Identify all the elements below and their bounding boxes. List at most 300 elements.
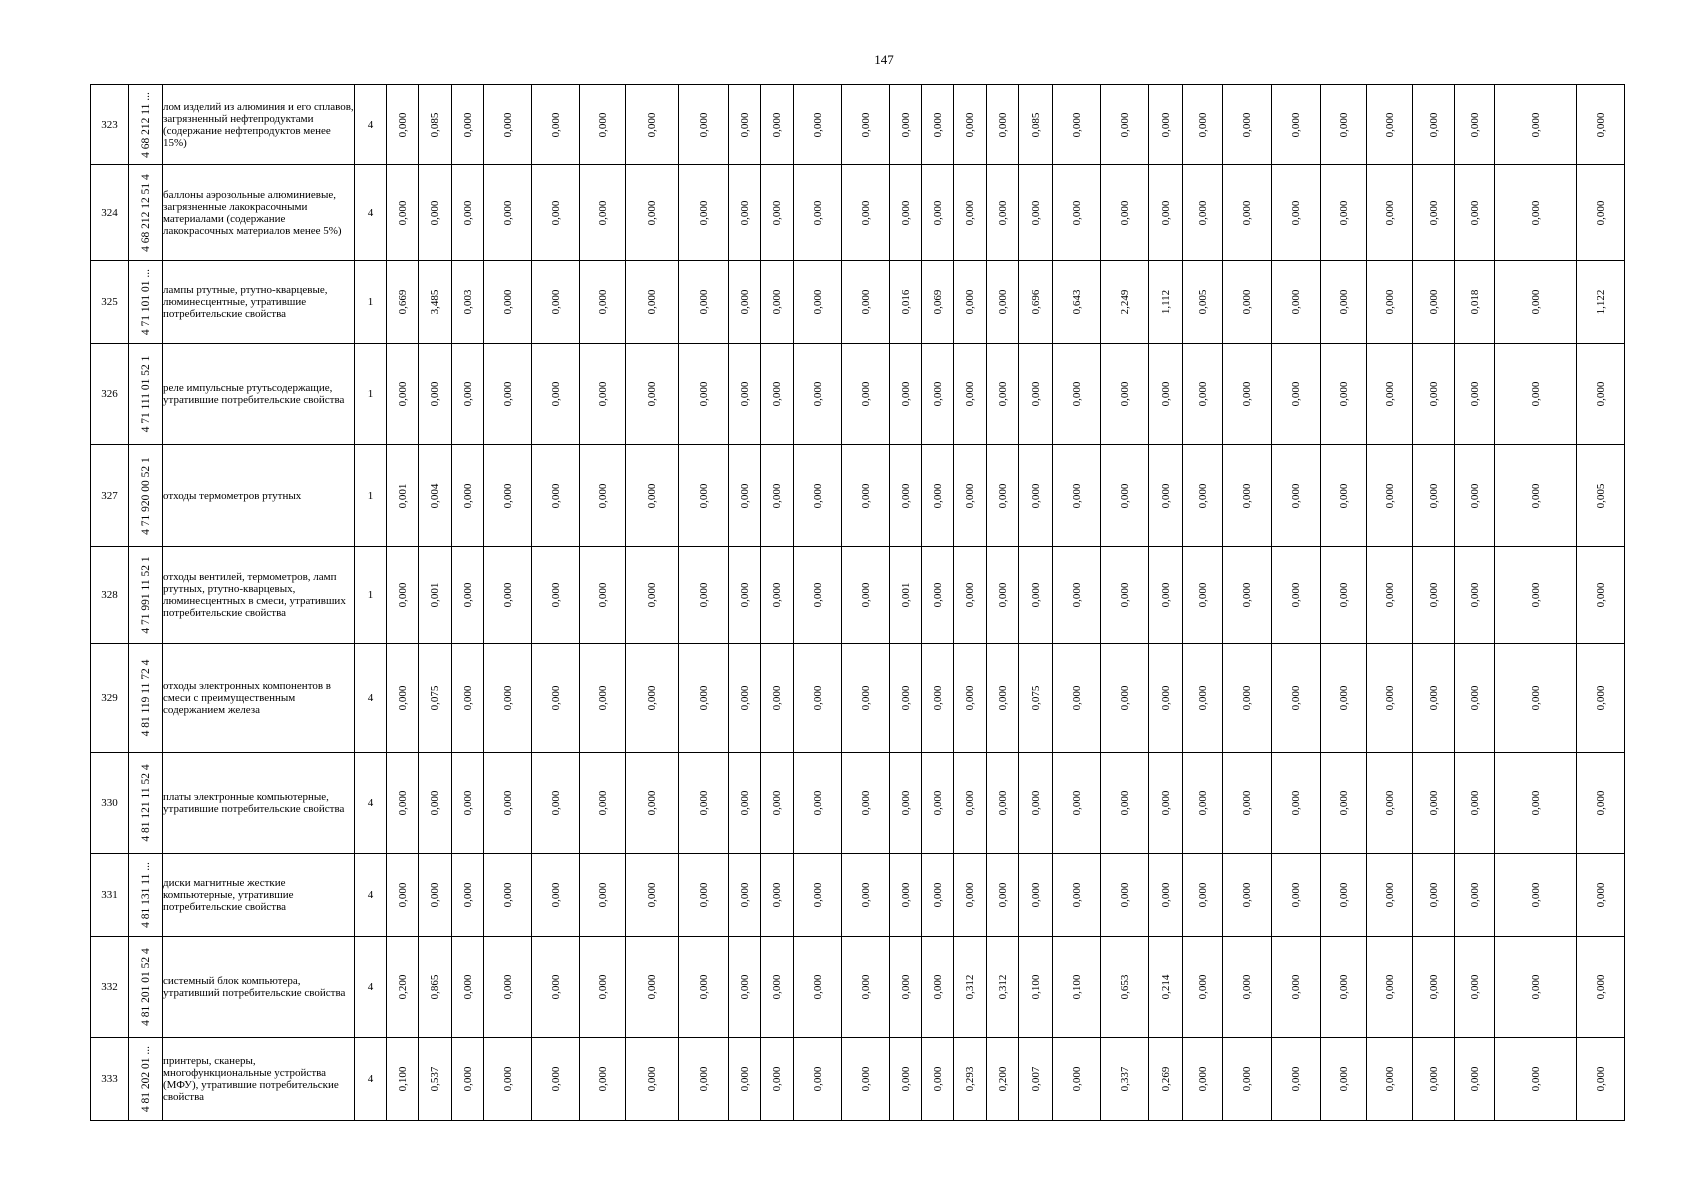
- value-cell: [1272, 547, 1321, 644]
- value-cell: [1321, 344, 1367, 445]
- cell-value: 0,100: [1029, 974, 1042, 1000]
- cell-value: 0,000: [811, 200, 824, 225]
- value-cell: [1367, 344, 1413, 445]
- waste-code: 4 68 212 12 51 4: [139, 173, 152, 252]
- value-cell: [1413, 753, 1455, 854]
- cell-value: 0,312: [996, 974, 1009, 1000]
- cell-value: 0,000: [549, 790, 562, 816]
- value-cell: [1223, 1038, 1272, 1121]
- value-cell: [484, 165, 532, 261]
- cell-value: 0,000: [1070, 200, 1083, 225]
- waste-code: 4 71 991 11 52 1: [139, 556, 152, 634]
- value-cell: [387, 445, 419, 547]
- cell-value: 0,000: [1118, 790, 1131, 816]
- cell-value: 0,214: [1159, 974, 1172, 1000]
- cell-value: 0,000: [899, 790, 912, 816]
- value-cell: [1149, 445, 1183, 547]
- cell-value: 0,293: [964, 1066, 976, 1092]
- cell-value: 0,000: [771, 882, 783, 908]
- value-cell: [729, 1038, 761, 1121]
- value-cell: [761, 344, 794, 445]
- value-cell: [484, 261, 532, 344]
- cell-value: 0,000: [461, 200, 474, 225]
- value-cell: [1367, 937, 1413, 1038]
- cell-value: 0,000: [1118, 483, 1131, 508]
- cell-value: 0,337: [1118, 1066, 1131, 1092]
- value-cell: [842, 854, 890, 937]
- value-cell: [1101, 85, 1149, 165]
- value-cell: [1413, 85, 1455, 165]
- row-number: 327: [101, 489, 118, 502]
- cell-value: 0,000: [859, 974, 872, 1000]
- value-cell: [1272, 344, 1321, 445]
- row-number-cell: [91, 165, 129, 261]
- value-cell: [987, 445, 1019, 547]
- cell-value: 0,000: [1070, 685, 1083, 711]
- value-cell: [1495, 165, 1577, 261]
- cell-value: 0,000: [1468, 790, 1481, 816]
- value-cell: [1101, 753, 1149, 854]
- value-cell: [1455, 937, 1495, 1038]
- value-cell: [580, 753, 626, 854]
- row-number: 329: [101, 692, 118, 704]
- cell-value: 2,249: [1118, 289, 1131, 315]
- cell-value: 0,000: [771, 685, 783, 711]
- cell-value: 0,000: [646, 483, 658, 508]
- value-cell: [1495, 937, 1577, 1038]
- value-cell: [890, 165, 922, 261]
- table-row: [91, 547, 1625, 644]
- cell-value: 0,000: [1427, 1066, 1440, 1092]
- cell-value: 0,000: [1383, 582, 1396, 608]
- cell-value: 0,000: [1383, 200, 1396, 225]
- cell-value: 0,000: [596, 790, 609, 816]
- value-cell: [626, 854, 679, 937]
- value-cell: [532, 547, 580, 644]
- cell-value: 0,085: [429, 112, 441, 137]
- cell-value: 0,000: [964, 882, 976, 908]
- value-cell: [761, 547, 794, 644]
- cell-value: 0,000: [738, 200, 751, 225]
- table-row: [91, 854, 1625, 937]
- cell-value: 0,000: [501, 483, 514, 508]
- value-cell: [626, 85, 679, 165]
- value-cell: [842, 644, 890, 753]
- waste-name-cell: [163, 85, 355, 165]
- value-cell: [1577, 854, 1625, 937]
- value-cell: [626, 547, 679, 644]
- table-row: [91, 85, 1625, 165]
- hazard-class: 4: [367, 797, 374, 809]
- value-cell: [1149, 937, 1183, 1038]
- cell-value: 0,000: [738, 483, 751, 508]
- cell-value: 0,000: [1468, 112, 1481, 137]
- value-cell: [484, 753, 532, 854]
- cell-value: 0,000: [738, 790, 751, 816]
- value-cell: [452, 344, 484, 445]
- cell-value: 0,000: [1070, 1066, 1083, 1092]
- value-cell: [729, 445, 761, 547]
- cell-value: 0,000: [501, 381, 514, 407]
- cell-value: 0,000: [811, 381, 824, 407]
- value-cell: [580, 1038, 626, 1121]
- value-cell: [1455, 261, 1495, 344]
- cell-value: 0,000: [1290, 685, 1302, 711]
- value-cell: [1413, 165, 1455, 261]
- value-cell: [1053, 547, 1101, 644]
- value-cell: [1272, 644, 1321, 753]
- cell-value: 0,018: [1468, 289, 1481, 315]
- value-cell: [1321, 547, 1367, 644]
- waste-code-cell: [129, 85, 163, 165]
- value-cell: [729, 937, 761, 1038]
- cell-value: 0,000: [1159, 685, 1172, 711]
- value-cell: [387, 854, 419, 937]
- value-cell: [987, 753, 1019, 854]
- cell-value: 0,000: [646, 381, 658, 407]
- cell-value: 0,000: [1468, 1066, 1481, 1092]
- value-cell: [580, 644, 626, 753]
- cell-value: 0,000: [1159, 582, 1172, 608]
- value-cell: [580, 261, 626, 344]
- cell-value: 0,000: [1196, 483, 1209, 508]
- cell-value: 0,000: [738, 112, 751, 137]
- cell-value: 0,000: [596, 1066, 609, 1092]
- hazard-class: 1: [367, 296, 374, 308]
- cell-value: 0,000: [1529, 582, 1542, 608]
- table-row: [91, 261, 1625, 344]
- cell-value: 0,000: [501, 882, 514, 908]
- cell-value: 0,000: [1290, 790, 1302, 816]
- cell-value: 0,000: [811, 483, 824, 508]
- hazard-class: 4: [367, 118, 374, 131]
- cell-value: 0,000: [1070, 790, 1083, 816]
- cell-value: 0,000: [1241, 685, 1253, 711]
- cell-value: 0,000: [899, 381, 912, 407]
- hazard-class: 1: [367, 589, 374, 601]
- waste-name: системный блок компьютера, утративший потребительские свойства: [163, 975, 346, 999]
- cell-value: 0,000: [1196, 1066, 1209, 1092]
- cell-value: 0,000: [461, 882, 474, 908]
- value-cell: [890, 753, 922, 854]
- value-cell: [452, 85, 484, 165]
- cell-value: 0,000: [596, 381, 609, 407]
- cell-value: 0,000: [1427, 289, 1440, 315]
- value-cell: [1183, 547, 1223, 644]
- waste-name-cell: [163, 854, 355, 937]
- cell-value: 0,000: [1196, 790, 1209, 816]
- value-cell: [1272, 165, 1321, 261]
- value-cell: [729, 261, 761, 344]
- value-cell: [1413, 644, 1455, 753]
- cell-value: 0,001: [429, 582, 441, 608]
- cell-value: 0,100: [396, 1066, 409, 1092]
- value-cell: [842, 165, 890, 261]
- cell-value: 0,004: [429, 483, 441, 508]
- cell-value: 0,000: [1029, 200, 1042, 225]
- cell-value: 0,000: [1290, 1066, 1302, 1092]
- value-cell: [1019, 85, 1053, 165]
- value-cell: [1149, 1038, 1183, 1121]
- waste-code-cell: [129, 261, 163, 344]
- value-cell: [532, 261, 580, 344]
- cell-value: 0,000: [596, 112, 609, 137]
- waste-code: 4 71 920 00 52 1: [139, 456, 152, 535]
- value-cell: [1367, 854, 1413, 937]
- value-cell: [1101, 344, 1149, 445]
- cell-value: 0,000: [899, 685, 912, 711]
- cell-value: 0,000: [596, 200, 609, 225]
- cell-value: 0,000: [1029, 381, 1042, 407]
- waste-name-cell: [163, 1038, 355, 1121]
- row-number-cell: [91, 1038, 129, 1121]
- cell-value: 0,000: [697, 974, 710, 1000]
- cell-value: 0,000: [461, 483, 474, 508]
- value-cell: [532, 753, 580, 854]
- cell-value: 0,000: [899, 882, 912, 908]
- cell-value: 0,000: [1196, 974, 1209, 1000]
- value-cell: [1101, 644, 1149, 753]
- cell-value: 0,000: [1159, 483, 1172, 508]
- cell-value: 0,000: [1290, 200, 1302, 225]
- cell-value: 0,000: [1468, 882, 1481, 908]
- value-cell: [890, 547, 922, 644]
- row-number: 326: [101, 388, 118, 400]
- value-cell: [452, 445, 484, 547]
- value-cell: [890, 261, 922, 344]
- cell-value: 0,000: [646, 685, 658, 711]
- value-cell: [729, 165, 761, 261]
- value-cell: [1495, 85, 1577, 165]
- value-cell: [626, 165, 679, 261]
- cell-value: 0,000: [1337, 483, 1350, 508]
- value-cell: [729, 547, 761, 644]
- value-cell: [679, 753, 729, 854]
- cell-value: 0,000: [738, 582, 751, 608]
- value-cell: [1101, 261, 1149, 344]
- value-cell: [1183, 261, 1223, 344]
- waste-code-cell: [129, 753, 163, 854]
- value-cell: [1183, 854, 1223, 937]
- value-cell: [1367, 1038, 1413, 1121]
- value-cell: [954, 445, 987, 547]
- value-cell: [484, 547, 532, 644]
- value-cell: [1183, 753, 1223, 854]
- value-cell: [1183, 344, 1223, 445]
- cell-value: 0,000: [596, 582, 609, 608]
- value-cell: [1053, 261, 1101, 344]
- hazard-class-cell: [355, 445, 387, 547]
- value-cell: [890, 854, 922, 937]
- value-cell: [1053, 1038, 1101, 1121]
- waste-name: отходы термометров ртутных: [163, 489, 302, 502]
- cell-value: 0,000: [996, 381, 1009, 407]
- value-cell: [532, 85, 580, 165]
- value-cell: [1019, 644, 1053, 753]
- cell-value: 0,075: [429, 685, 441, 711]
- cell-value: 0,000: [1196, 685, 1209, 711]
- value-cell: [729, 344, 761, 445]
- value-cell: [532, 937, 580, 1038]
- value-cell: [1053, 644, 1101, 753]
- value-cell: [532, 344, 580, 445]
- cell-value: 1,122: [1594, 289, 1607, 315]
- cell-value: 0,000: [1337, 381, 1350, 407]
- value-cell: [1149, 165, 1183, 261]
- row-number: 330: [101, 797, 118, 809]
- value-cell: [419, 753, 452, 854]
- cell-value: 0,000: [396, 790, 409, 816]
- hazard-class: 4: [367, 206, 374, 219]
- value-cell: [922, 937, 954, 1038]
- value-cell: [679, 1038, 729, 1121]
- value-cell: [922, 1038, 954, 1121]
- value-cell: [580, 344, 626, 445]
- value-cell: [1321, 1038, 1367, 1121]
- cell-value: 0,000: [549, 112, 562, 137]
- value-cell: [1367, 753, 1413, 854]
- row-number-cell: [91, 644, 129, 753]
- cell-value: 0,000: [771, 582, 783, 608]
- value-cell: [1495, 644, 1577, 753]
- waste-name-cell: [163, 644, 355, 753]
- cell-value: 0,000: [1290, 289, 1302, 315]
- value-cell: [1577, 165, 1625, 261]
- value-cell: [1577, 85, 1625, 165]
- value-cell: [794, 547, 842, 644]
- value-cell: [1367, 85, 1413, 165]
- value-cell: [580, 937, 626, 1038]
- value-cell: [1413, 937, 1455, 1038]
- cell-value: 0,000: [501, 582, 514, 608]
- value-cell: [954, 344, 987, 445]
- value-cell: [452, 1038, 484, 1121]
- cell-value: 0,000: [697, 685, 710, 711]
- value-cell: [1455, 644, 1495, 753]
- cell-value: 0,000: [1594, 882, 1607, 908]
- cell-value: 0,000: [1383, 112, 1396, 137]
- cell-value: 0,000: [596, 685, 609, 711]
- value-cell: [922, 644, 954, 753]
- waste-name-cell: [163, 165, 355, 261]
- value-cell: [954, 165, 987, 261]
- value-cell: [452, 547, 484, 644]
- waste-name: отходы вентилей, термометров, ламп ртутных, ртутно-кварцевых, люминесцентных в смеси, утративших потребительские свойства: [163, 571, 346, 619]
- cell-value: 0,000: [501, 1066, 514, 1092]
- value-cell: [761, 854, 794, 937]
- cell-value: 0,000: [1468, 381, 1481, 407]
- cell-value: 0,000: [931, 882, 944, 908]
- waste-name-cell: [163, 937, 355, 1038]
- value-cell: [1019, 445, 1053, 547]
- value-cell: [761, 445, 794, 547]
- value-cell: [922, 165, 954, 261]
- cell-value: 0,000: [1290, 882, 1302, 908]
- value-cell: [679, 165, 729, 261]
- value-cell: [954, 261, 987, 344]
- cell-value: 0,000: [1529, 483, 1542, 508]
- waste-code-cell: [129, 344, 163, 445]
- cell-value: 0,000: [646, 790, 658, 816]
- value-cell: [1321, 644, 1367, 753]
- cell-value: 0,000: [461, 112, 474, 137]
- value-cell: [987, 344, 1019, 445]
- value-cell: [1101, 1038, 1149, 1121]
- value-cell: [419, 937, 452, 1038]
- cell-value: 0,000: [1196, 200, 1209, 225]
- value-cell: [842, 445, 890, 547]
- value-cell: [1149, 261, 1183, 344]
- waste-code: 4 71 101 01 ...: [139, 268, 152, 336]
- cell-value: 0,000: [1196, 582, 1209, 608]
- value-cell: [532, 445, 580, 547]
- row-number: 324: [101, 206, 118, 219]
- value-cell: [419, 344, 452, 445]
- value-cell: [1577, 1038, 1625, 1121]
- value-cell: [890, 644, 922, 753]
- value-cell: [1019, 1038, 1053, 1121]
- cell-value: 0,643: [1070, 289, 1083, 315]
- cell-value: 0,000: [1029, 882, 1042, 908]
- waste-code-cell: [129, 1038, 163, 1121]
- cell-value: 0,000: [1468, 974, 1481, 1000]
- value-cell: [484, 854, 532, 937]
- value-cell: [484, 644, 532, 753]
- row-number: 331: [101, 889, 118, 901]
- cell-value: 0,000: [1529, 685, 1542, 711]
- cell-value: 0,000: [549, 381, 562, 407]
- cell-value: 0,000: [964, 112, 976, 137]
- value-cell: [729, 854, 761, 937]
- cell-value: 0,000: [1427, 882, 1440, 908]
- cell-value: 0,000: [738, 289, 751, 315]
- value-cell: [1223, 344, 1272, 445]
- value-cell: [1101, 547, 1149, 644]
- value-cell: [1223, 165, 1272, 261]
- cell-value: 0,000: [1241, 289, 1253, 315]
- cell-value: 0,000: [1594, 112, 1607, 137]
- cell-value: 0,537: [429, 1066, 441, 1092]
- waste-code-cell: [129, 854, 163, 937]
- hazard-class: 1: [367, 489, 374, 502]
- hazard-class-cell: [355, 547, 387, 644]
- cell-value: 0,000: [859, 112, 872, 137]
- value-cell: [1495, 753, 1577, 854]
- value-cell: [1149, 753, 1183, 854]
- value-cell: [580, 85, 626, 165]
- cell-value: 0,000: [931, 974, 944, 1000]
- value-cell: [452, 937, 484, 1038]
- cell-value: 0,000: [1070, 381, 1083, 407]
- value-cell: [1272, 937, 1321, 1038]
- cell-value: 0,000: [549, 200, 562, 225]
- value-cell: [1272, 854, 1321, 937]
- value-cell: [1367, 445, 1413, 547]
- cell-value: 0,000: [1383, 685, 1396, 711]
- row-number-cell: [91, 753, 129, 854]
- value-cell: [484, 445, 532, 547]
- value-cell: [1053, 445, 1101, 547]
- value-cell: [419, 445, 452, 547]
- value-cell: [1272, 445, 1321, 547]
- cell-value: 0,000: [738, 882, 751, 908]
- row-number-cell: [91, 547, 129, 644]
- cell-value: 0,000: [429, 381, 441, 407]
- waste-code: 4 81 121 11 52 4: [139, 764, 152, 842]
- value-cell: [1455, 854, 1495, 937]
- cell-value: 0,000: [771, 790, 783, 816]
- value-cell: [1019, 261, 1053, 344]
